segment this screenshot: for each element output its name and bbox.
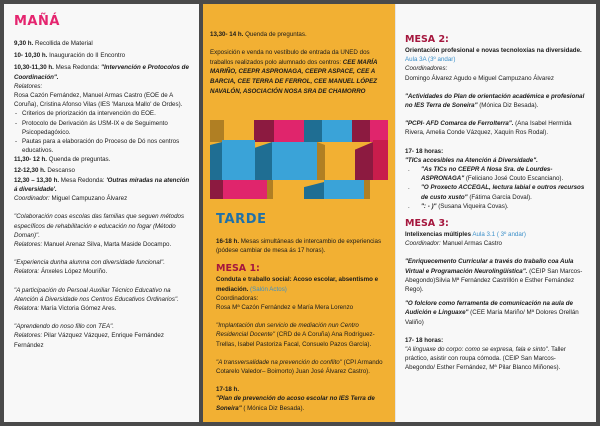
mesa-3-topic: Intelixencias múltiples Aula 3.1 ( 3º andar) bbox=[405, 231, 526, 239]
talk: "Experiencia dunha alumna con diversidade funcional". Relatora: Ánxeles López Mouriño. bbox=[14, 259, 165, 276]
coordinators-names: Domingo Álvarez Agudo e Miguel Campuzano Álvarez bbox=[405, 74, 554, 82]
room-link: Aula 3A (3º andar) bbox=[405, 56, 456, 64]
list-item: - Pautas para a elaboración do Proceso de Dó nos centros educativos. bbox=[14, 137, 191, 155]
coordinators-label: Coordinadoras: bbox=[216, 294, 259, 302]
tables-column bbox=[395, 4, 596, 422]
afternoon-column bbox=[203, 4, 395, 422]
talk: "A linguaxe do corpo: como se expresa, fala e sinto". Taller práctico, asistir con roupa cómoda. (CEIP San Marcos- Abegondo/ Esther Fernández, Mª Pilar Blanco Miñones). bbox=[405, 346, 566, 372]
schedule-item: 12-12,30 h. Descanso bbox=[14, 166, 75, 174]
late-session-time: 17- 18 horas: bbox=[405, 336, 444, 344]
cubes-illustration bbox=[210, 120, 388, 199]
relators-label: Relatores: bbox=[14, 82, 43, 90]
list-item: - Criterios de priorización da intervención do EOE. bbox=[14, 109, 191, 118]
list-item: . "O Proxecto ACCEGAL, lectura labial e outros recursos de custo xusto" (Fátima García Doval). bbox=[405, 183, 586, 201]
mesa-1-heading: MESA 1: bbox=[216, 263, 260, 275]
relators-text: Rosa Cazón Fernández, Manuel Armas Castro (EOE de A Coruña), Cristina Afonso Vilas (IES 'Maruxa Mallo' de Ordes). bbox=[14, 92, 183, 109]
schedule-item: 10- 10,30 h. Inauguración do II Encontro bbox=[14, 52, 126, 60]
talk: "Enriquecemento Curricular a través do traballo coa Aula Virtual e Programación Neurolingüística". (CEIP San Marcos-Abegondo)Silvia Mª Fernández Castrillón e Esther Fernández Rego). bbox=[405, 258, 583, 294]
tables-intro: 16-18 h. Mesas simultáneas de intercambio de experiencias (pódese cambiar de mesa ás 17 horas). bbox=[216, 238, 382, 255]
mesa-1-topic: Conduta e traballo social: Acoso escolar, absentismo e mediación. (Salón Actos) bbox=[216, 276, 379, 293]
room-link: Aula 3.1 ( 3º andar) bbox=[471, 231, 526, 239]
talk: "Implantación dun servicio de mediación nun Centro Residencial Docente" (CRD de A Coruña) Ana Rodríguez-Trellas, Isabel Pastoriza Facal, Consuelo Pazos García). bbox=[216, 322, 375, 348]
coordinator: Coordinador: Manuel Armas Castro bbox=[405, 240, 502, 248]
schedule-item: 13,30- 14 h. Quenda de preguntas. bbox=[210, 31, 307, 38]
talk: "PCPI- AFD Comarca de Ferrolterra". (Ana Isabel Hermida Rivera, Amelia Conde Vázquez, Xaquín Ros Rodal). bbox=[405, 120, 572, 137]
mesa-2-topic: Orientación profesional e novas tecnoloxías na diversidade. Aula 3A (3º andar) bbox=[405, 47, 582, 64]
talk: "Plan de prevención do acoso escolar no IES Terra de Soneira" ( Mónica Diz Besada). bbox=[216, 395, 375, 412]
late-session-time: 17-18 h. bbox=[216, 386, 240, 394]
schedule-item: 12,30 – 13,30 h. Mesa Redonda: 'Outras miradas na atención á diversidade'. bbox=[14, 176, 190, 194]
morning-heading: MAÑÁ bbox=[14, 14, 60, 29]
exhibition-note: Exposición e venda no vestíbulo de entrada da UNED dos traballos realizados polo alumnado dos centros: CEE MARÍA MARIÑO, CEEPR ASPRONAGA, CEEPR ASPACE, CEE A BARCIA, CEE TERRA DE FERROL, CEE MANUEL LÓPEZ NAVALÓN, ASOCIACIÓN NOSA SRA DE CHAMORRO bbox=[210, 49, 378, 95]
schedule-item: 9,30 h. Recollida de Material bbox=[14, 40, 93, 47]
list-item: - Protocolo de Derivación ás USM-IX e de Seguimento Psicopedagóxico. bbox=[14, 119, 191, 137]
late-session-heading: "TICs accesibles na Atención á Diversidade". bbox=[405, 156, 538, 164]
morning-column bbox=[4, 4, 199, 422]
coordinators-label: Coordinadores: bbox=[405, 65, 448, 73]
talk: "A transversalidade na prevención do conflito" (CPI Armando Cotarelo Valedor– Boimorto) Juan José Álvarez Castro). bbox=[216, 358, 383, 376]
mesa-3-heading: MESA 3: bbox=[405, 218, 449, 230]
talk: "Aprendendo do noso fillo con TEA". Relatores: Pilar Vázquez Vázquez, Enrique Fernández Fernández bbox=[14, 323, 164, 349]
list-item: . "As TICs no CEEPR A Nosa Sra. de Lourdes-ASPRONAGA" (Feliciano José Couto Escanciano). bbox=[405, 165, 586, 183]
schedule-item: 10,30-11,30 h. Mesa Redonda: "Intervención e Protocolos de Coordinación". bbox=[14, 64, 189, 81]
late-session-time: 17- 18 horas: bbox=[405, 147, 444, 155]
brochure-spread bbox=[4, 4, 596, 422]
room-link: (Salón Actos) bbox=[248, 285, 287, 293]
talk: "Colaboración coas escolas das familias que seguen métodos específicos de rehabilitación e educación no fogar (Método Doman)". Relatores: Manuel Arenaz Silva, Marta Maside Docampo. bbox=[14, 213, 185, 249]
afternoon-heading: TARDE bbox=[216, 212, 267, 227]
mesa-2-heading: MESA 2: bbox=[405, 34, 449, 45]
coordinator: Coordinador: Miguel Campuzano Álvarez bbox=[14, 195, 128, 203]
list-item: . ": - )" (Susana Viqueira Covas). bbox=[405, 202, 586, 211]
talk: "A participación do Persoal Auxiliar Técnico Educativo na Atención á Diversidade nos Centros Educativos Ordinarios". Relatora: María Victoria Gómez Ares. bbox=[14, 286, 179, 313]
schedule-item: 11,30- 12 h. Quenda de preguntas. bbox=[14, 156, 111, 164]
topic-list bbox=[14, 109, 191, 155]
talk: "Actividades do Plan de orientación académica e profesional no IES Terra de Soneira" (Mónica Diz Besada). bbox=[405, 92, 585, 110]
talk: "O folclore como ferramenta de comunicación na aula de Audición e Linguaxe" (CEE María Mariño/ Mª Dolores Orellán Valiño) bbox=[405, 300, 579, 326]
coordinators-names: Rosa Mª Cazón Fernández e María Mera Lorenzo bbox=[216, 304, 354, 312]
tics-list bbox=[405, 165, 586, 211]
